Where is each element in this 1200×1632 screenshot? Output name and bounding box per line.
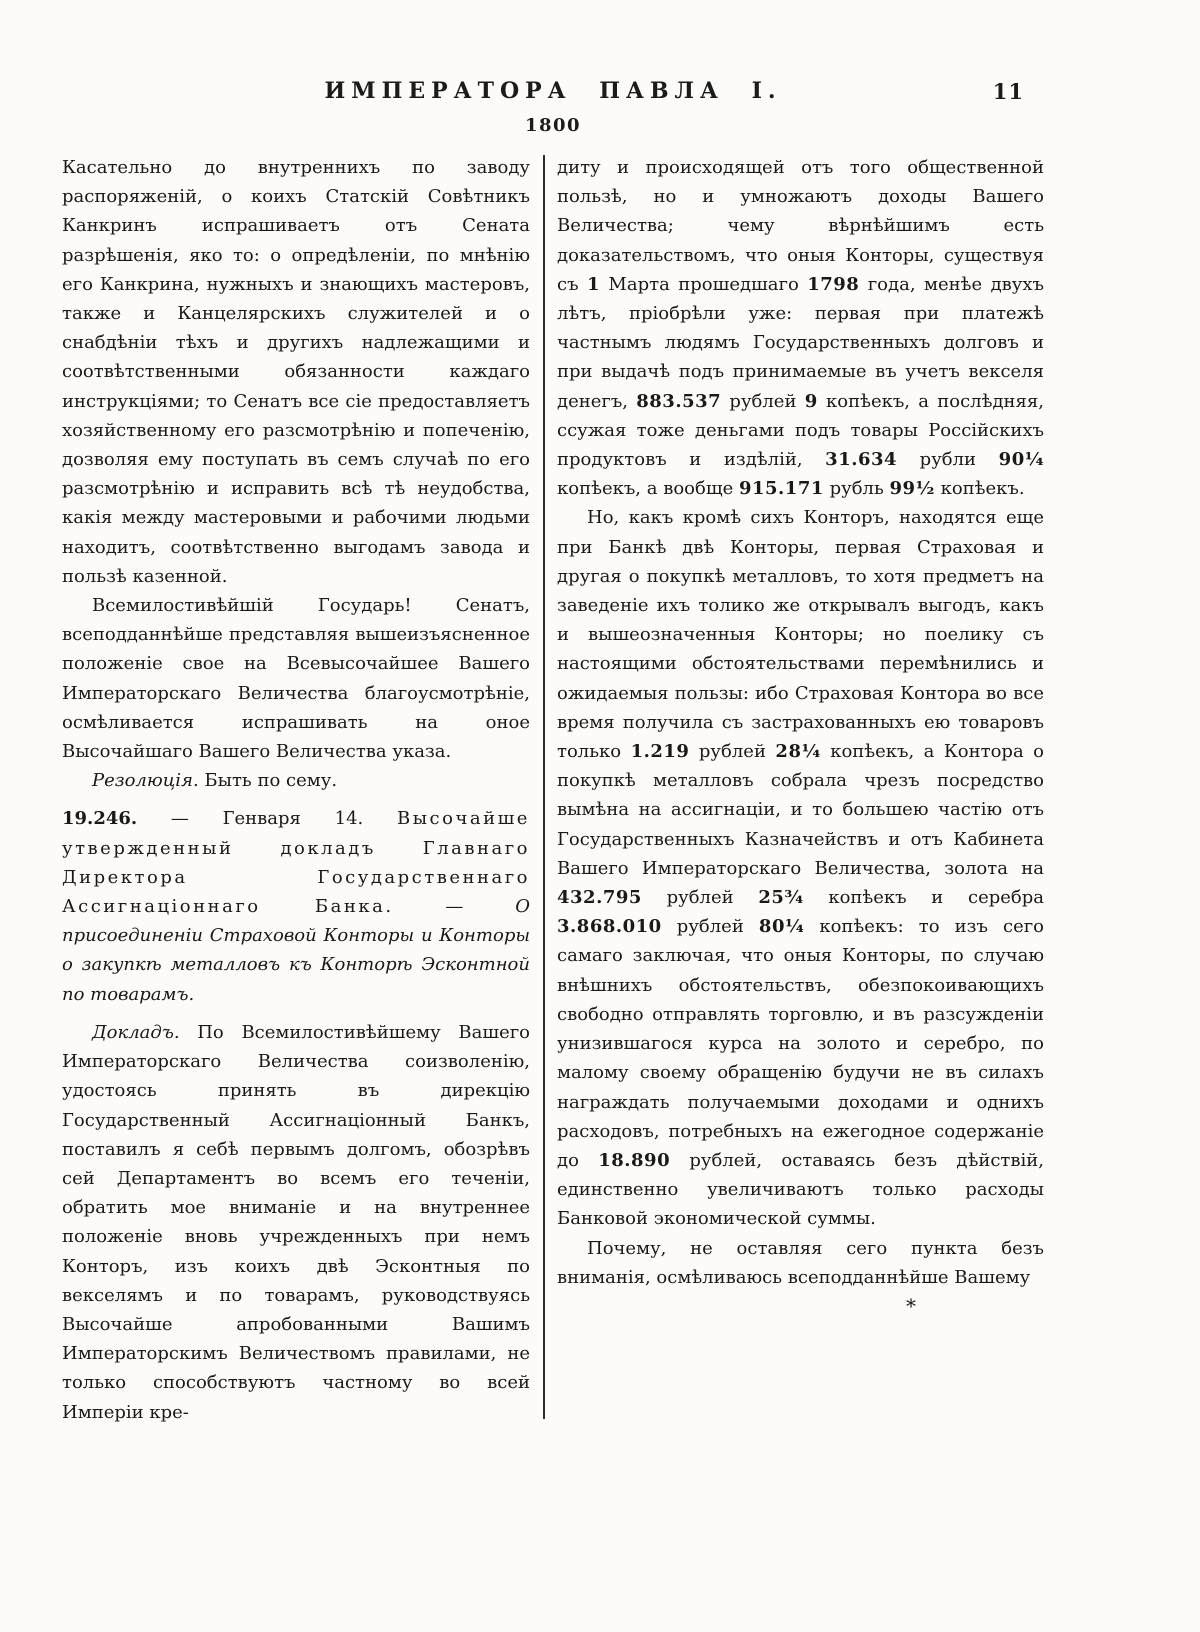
two-column-text [62,153,1044,1427]
paragraph-continuation: Касательно до внутреннихъ по заводу распоряженій, о коихъ Статскій Совѣтникъ Канкринъ испрашиваетъ отъ Сената разрѣшенія, яко то: о опредѣленіи, по мнѣнію его Канкрина, нужныхъ и знающихъ мастеровъ, также и Канцелярскихъ служителей и о снабдѣніи тѣхъ и другихъ надлежащими и соотвѣтственными обязанности каждаго инструкціями; то Сенатъ все сіе предоставляетъ хозяйственному его разсмотрѣнію и попеченію, дозволяя ему поступать въ семъ случаѣ по его разсмотрѣнію и исправить всѣ тѣ неудобства, какія между мастеровыми и рабочими людьми находитъ, соотвѣтственно выгодамъ завода и пользѣ казенной. [62,157,530,587]
footnote-asterisk: * [906,1293,916,1318]
entry-dash-1: — [170,808,189,830]
paragraph-entry-heading [62,804,530,1008]
entry-number: 19.246. [62,808,138,830]
paragraph-resolution [62,766,530,795]
column-divider-rule [543,155,545,1419]
page-content [62,78,1044,1427]
entry-title-italic: О присоединеніи Страховой Конторы и Конторы о закупкѣ металловъ къ Конторѣ Эсконтной по товарамъ. [62,896,530,1005]
doklad-text: По Всемилостивѣйшему Вашего Императорскаго Величества соизволенію, удостоясь принять въ дирекцію Государственный Ассигнаціонный Банкъ, поставилъ я себѣ первымъ долгомъ, обозрѣвъ сей Департаментъ во всемъ его теченіи, обратить мое вниманіе и на внутреннее положеніе вновь учрежденныхъ при немъ Конторъ, изъ коихъ двѣ Эсконтныя по векселямъ и по товарамъ, руководствуясь Высочайше апробованными Вашимъ Императорскимъ Величествомъ правилами, не только способствуютъ частному во всей Имперіи кре- [62,1021,530,1423]
entry-date: Генваря 14. [222,808,364,830]
page-number: 11 [992,79,1024,104]
page-header [62,78,1044,108]
paragraph-pochemu: Почему, не оставляя сего пункта безъ вниманія, осмѣливаюсь всеподданнѣйше Вашему [557,1237,1044,1288]
doklad-lead: Докладъ. [92,1021,180,1043]
entry-heading-spaced: Высочайше утвержденный докладъ Главнаго Директора Государственнаго Ассигнаціоннаго Банка. [62,808,530,918]
left-column [62,153,530,1427]
running-title: ИМПЕРАТОРА ПАВЛА I. [324,78,782,104]
paragraph-doklad [62,1018,530,1427]
paragraph-address: Всемилостивѣйшій Государь! Сенатъ, всеподданнѣйше представляя вышеизъясненное положеніе свое на Всевысочайшее Вашего Императорскаго Величества благоусмотрѣніе, осмѣливается испрашивать на оное Высочайшаго Вашего Величества указа. [62,595,530,763]
resolution-text: Быть по сему. [204,770,338,792]
right-column [557,153,1044,1427]
paragraph-continuation: диту и происходящей отъ того общественной пользѣ, но и умножаютъ доходы Вашего Величества; чему вѣрнѣйшимъ есть доказательствомъ, что оныя Конторы, существуя съ 1 Марта прошедшаго 1798 года, менѣе двухъ лѣтъ, пріобрѣли уже: первая при платежѣ частнымъ людямъ Государственныхъ долговъ и при выдачѣ подъ принимаемые въ учетъ векселя денегъ, 883.537 рублей 9 копѣекъ, а послѣдняя, ссужая тоже деньгами подъ товары Россійскихъ продуктовъ и издѣлій, 31.634 рубли 90¼ копѣекъ, а вообще 915.171 рубль 99½ копѣекъ. [557,157,1044,500]
resolution-lead: Резолюція. [92,770,199,792]
entry-dash-2: — [445,896,464,918]
paragraph-kontory: Но, какъ кромѣ сихъ Конторъ, находятся еще при Банкѣ двѣ Конторы, первая Страховая и другая о покупкѣ металловъ, то хотя предметъ на заведеніе ихъ толико же открывалъ выгодъ, какъ и вышеозначенныя Конторы; но поелику съ настоящими обстоятельствами перемѣнились и ожидаемыя пользы: ибо Страховая Контора во все время получила съ застрахованныхъ ею товаровъ только 1.219 рублей 28¼ копѣекъ, а Контора о покупкѣ металловъ собрала чрезъ посредство вымѣна на ассигнаціи, и то большею частію отъ Государственныхъ Казначействъ и отъ Кабинета Вашего Императорскаго Величества, золота на 432.795 рублей 25¾ копѣекъ и серебра 3.868.010 рублей 80¼ копѣекъ: то изъ сего самаго заключая, что оныя Конторы, по случаю внѣшнихъ обстоятельствъ, обезпокоивающихъ свободно отправлять торговлю, и въ разсужденіи унизившагося курса на золото и серебро, по малому своему обращенію будучи не въ силахъ награждать получаемыми доходами и однихъ расходовъ, потребныхъ на ежегодное содержаніе до 18.890 рублей, оставаясь безъ дѣйствій, единственно увеличиваютъ только расходы Банковой экономической суммы. [557,507,1044,1230]
year-heading: 1800 [524,115,582,136]
